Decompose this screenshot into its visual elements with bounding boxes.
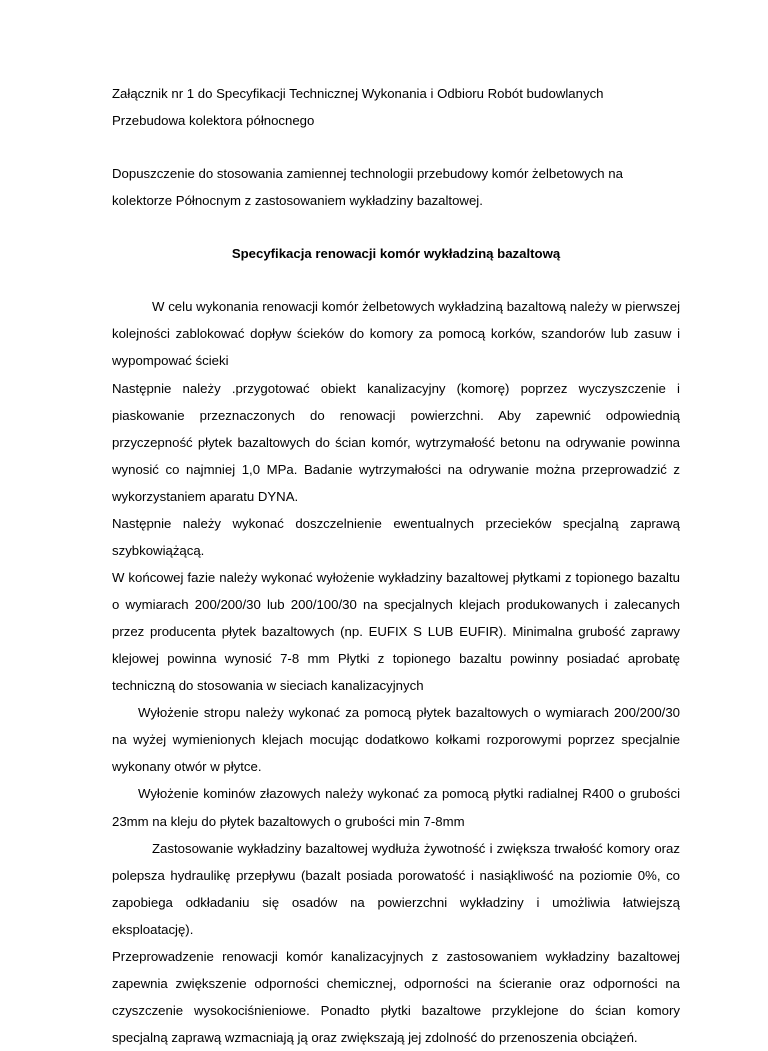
paragraph-6: Wyłożenie kominów złazowych należy wykonać za pomocą płytki radialnej R400 o grubości 23mm na kleju do płytek bazaltowych o grubości min 7-8mm bbox=[112, 786, 680, 829]
paragraph-5: Wyłożenie stropu należy wykonać za pomocą płytek bazaltowych o wymiarach 200/200/30 na wyżej wymienionych klejach mocując dodatkowo kołkami rozporowymi poprzez specjalnie wykonany otwór w płytce. bbox=[112, 705, 680, 775]
header-line-2: Przebudowa kolektora północnego bbox=[112, 113, 315, 129]
paragraph-1: W celu wykonania renowacji komór żelbetowych wykładziną bazaltową należy w pierwszej kolejności zablokować dopływ ścieków do komory za pomocą korków, szandorów lub zasuw i wypompować ścieki bbox=[112, 299, 680, 369]
intro-line-1: Dopuszczenie do stosowania zamiennej technologii przebudowy komór żelbetowych na bbox=[112, 166, 623, 182]
document-intro bbox=[112, 160, 680, 214]
header-line-1: Załącznik nr 1 do Specyfikacji Technicznej Wykonania i Odbioru Robót budowlanych bbox=[112, 86, 604, 101]
paragraph-3: Następnie należy wykonać doszczelnienie ewentualnych przecieków specjalną zaprawą szybkowiążącą. bbox=[112, 515, 680, 558]
document-header bbox=[112, 80, 680, 134]
paragraph-7: Zastosowanie wykładziny bazaltowej wydłuża żywotność i zwiększa trwałość komory oraz polepsza hydraulikę przepływu (bazalt posiada porowatość i nasiąkliwość na poziomie 0%, co zapobiega odkładaniu się osadów na powierzchni wykładziny i umożliwia łatwiejszą eksploatację). bbox=[112, 840, 680, 937]
document-body bbox=[112, 80, 680, 1051]
paragraph-2: Następnie należy .przygotować obiekt kanalizacyjny (komorę) poprzez wyczyszczenie i piaskowanie przeznaczonych do renowacji powierzchni. Aby zapewnić odpowiednią przyczepność płytek bazaltowych do ścian komór, wytrzymałość betonu na odrywanie powinna wynosić co najmniej 1,0 MPa. Badanie wytrzymałości na odrywanie można przeprowadzić z wykorzystaniem aparatu DYNA. bbox=[112, 380, 680, 504]
document-title: Specyfikacja renowacji komór wykładziną bazaltową bbox=[231, 246, 561, 262]
spacer bbox=[112, 134, 680, 160]
spacer bbox=[112, 267, 680, 293]
paragraph-8: Przeprowadzenie renowacji komór kanalizacyjnych z zastosowaniem wykładziny bazaltowej zapewnia zwiększenie odporności chemicznej, odporności na ścieranie oraz odporności na czyszczenie wysokociśnieniowe. Ponadto płytki bazaltowe przyklejone do ścian komory specjalną zaprawą wzmacniają ją oraz zwiększają jej zdolność do przenoszenia obciążeń. bbox=[112, 948, 680, 1045]
spacer bbox=[112, 214, 680, 240]
paragraph-4: W końcowej fazie należy wykonać wyłożenie wykładziny bazaltowej płytkami z topionego bazaltu o wymiarach 200/200/30 lub 200/100/30 na specjalnych klejach produkowanych i zalecanych przez producenta płytek bazaltowych (np. EUFIX S LUB EUFIR). Minimalna grubość zaprawy klejowej powinna wynosić 7-8 mm Płytki z topionego bazaltu powinny posiadać aprobatę techniczną do stosowania w sieciach kanalizacyjnych bbox=[112, 569, 680, 694]
intro-line-2: kolektorze Północnym z zastosowaniem wykładziny bazaltowej. bbox=[112, 193, 483, 209]
